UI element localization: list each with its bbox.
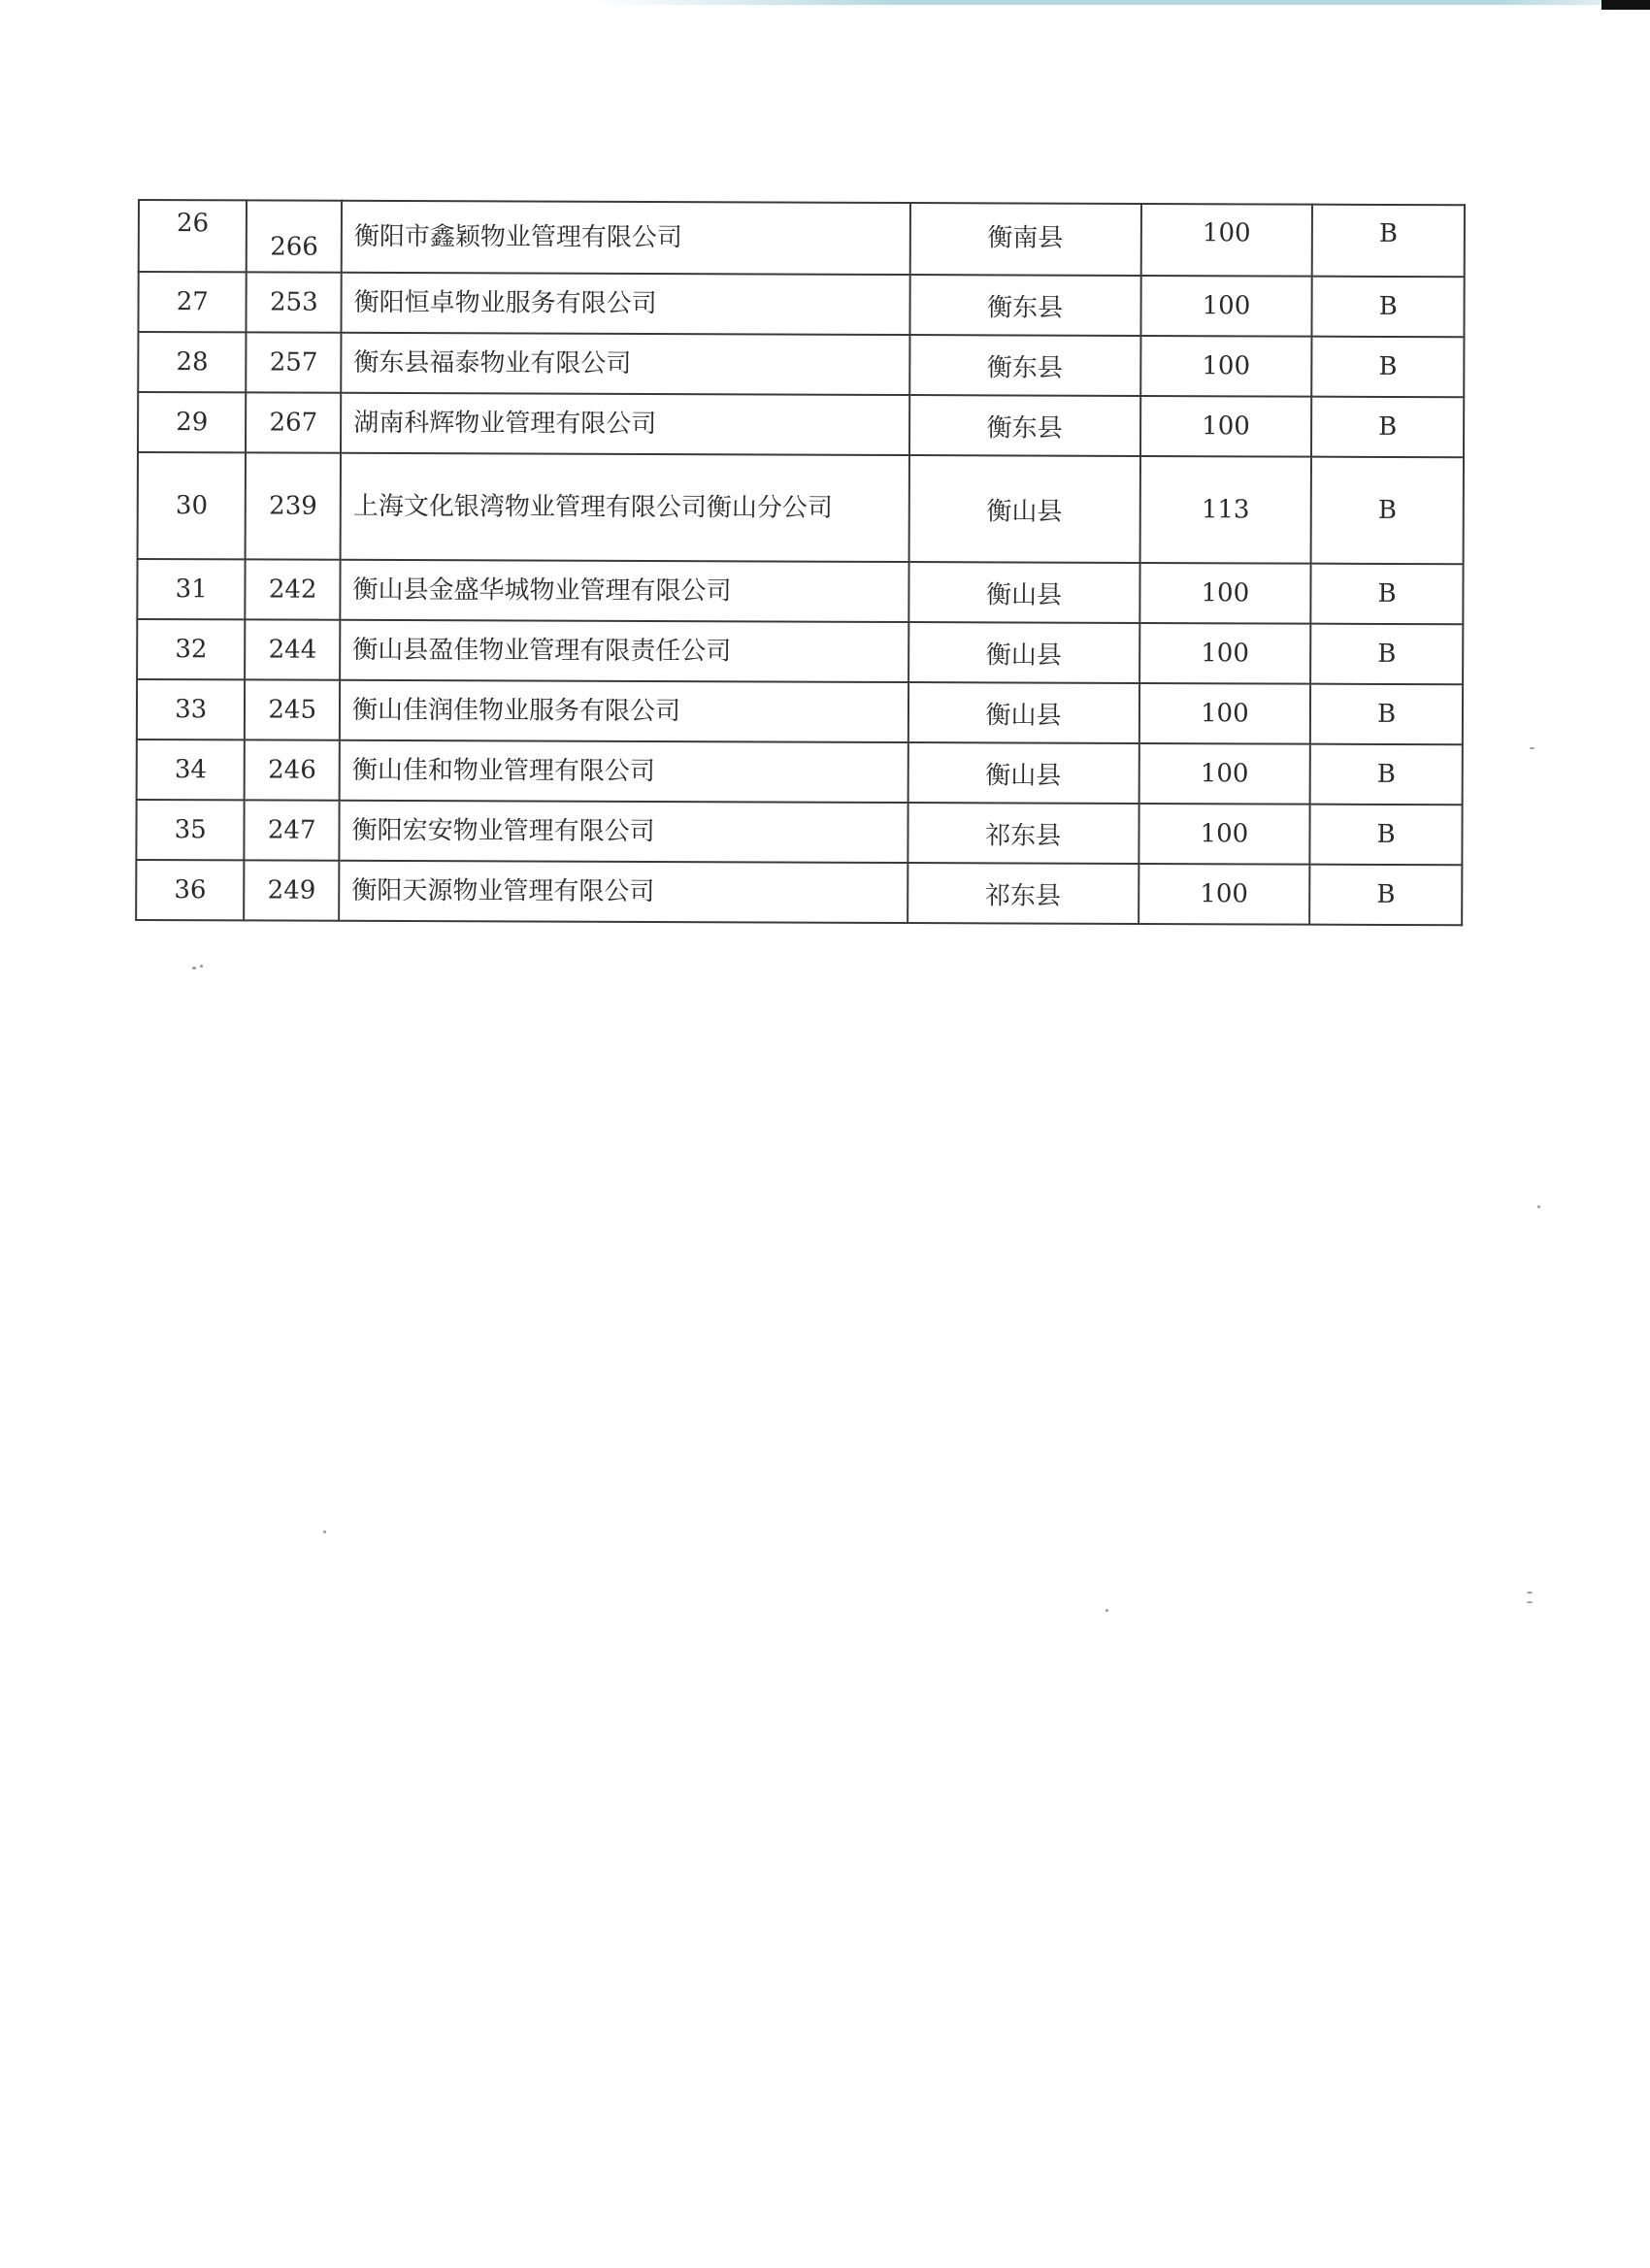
county: 衡山县: [908, 562, 1139, 623]
row-index: 30: [138, 452, 247, 559]
score: 100: [1139, 563, 1311, 624]
company-name: 衡山佳润佳物业服务有限公司: [340, 680, 908, 742]
grade: B: [1310, 624, 1463, 685]
company-name: 衡山县金盛华城物业管理有限公司: [340, 560, 908, 622]
county: 衡东县: [909, 335, 1140, 396]
table-row: [138, 452, 1464, 564]
county: 衡南县: [909, 203, 1140, 276]
grade: B: [1310, 805, 1463, 866]
grade: B: [1311, 564, 1464, 625]
row-index: 34: [137, 740, 246, 800]
county: 祁东县: [908, 863, 1138, 924]
grade: B: [1312, 205, 1465, 278]
row-index: 29: [138, 392, 247, 452]
row-code: 266: [247, 200, 342, 272]
scan-speck: [1106, 1609, 1108, 1612]
grade: B: [1310, 744, 1463, 805]
row-index: 31: [137, 559, 246, 619]
table-row: [137, 559, 1463, 624]
table-row: [136, 860, 1462, 925]
table-row: [136, 800, 1462, 865]
score: 100: [1140, 276, 1312, 337]
scan-speck: [192, 967, 196, 970]
table-row: [137, 740, 1463, 805]
score: 100: [1140, 204, 1312, 277]
row-code: 253: [247, 272, 342, 332]
row-code: 249: [245, 860, 340, 920]
grade: B: [1312, 277, 1465, 338]
grade: B: [1311, 457, 1464, 565]
table-row: [139, 200, 1465, 277]
scan-corner-artifact: [1601, 0, 1650, 10]
county: 衡东县: [909, 275, 1140, 336]
company-name: 衡阳宏安物业管理有限公司: [339, 801, 908, 863]
company-name: 衡阳天源物业管理有限公司: [339, 861, 908, 923]
table-row: [138, 272, 1464, 337]
grade: B: [1310, 684, 1463, 745]
row-index: 27: [138, 272, 247, 332]
property-company-table: [135, 199, 1466, 926]
row-code: 242: [246, 559, 341, 619]
row-code: 239: [246, 452, 341, 559]
company-name: 衡山县盈佳物业管理有限责任公司: [340, 620, 908, 682]
row-index: 33: [137, 679, 246, 740]
scan-edge-artifact: [592, 0, 1601, 5]
scan-speck: [1537, 1205, 1540, 1208]
score: 100: [1138, 743, 1310, 805]
score: 100: [1138, 864, 1310, 925]
scan-speck: [1530, 747, 1534, 749]
scan-speck: [1527, 1592, 1533, 1594]
grade: B: [1311, 397, 1464, 458]
county: 衡山县: [908, 742, 1138, 804]
row-code: 267: [246, 392, 341, 452]
county: 祁东县: [908, 803, 1138, 864]
score: 100: [1138, 683, 1310, 744]
row-index: 32: [137, 619, 246, 679]
score: 100: [1139, 623, 1311, 684]
company-name: 衡东县福泰物业有限公司: [341, 333, 909, 395]
score: 100: [1140, 396, 1312, 457]
table-row: [137, 619, 1463, 684]
row-code: 246: [245, 740, 340, 800]
row-index: 28: [138, 332, 247, 392]
company-name: 湖南科辉物业管理有限公司: [341, 393, 909, 455]
score: 100: [1138, 804, 1310, 865]
scan-speck: [200, 965, 203, 968]
company-name: 衡阳恒卓物业服务有限公司: [342, 273, 910, 335]
row-code: 257: [247, 332, 342, 392]
grade: B: [1312, 337, 1465, 398]
scan-speck: [323, 1530, 326, 1533]
table-row: [137, 679, 1463, 744]
row-index: 26: [139, 200, 248, 272]
company-name: 衡阳市鑫颖物业管理有限公司: [342, 201, 910, 275]
score: 113: [1139, 456, 1311, 564]
county: 衡山县: [908, 622, 1139, 683]
county: 衡东县: [909, 395, 1140, 456]
table-row: [138, 392, 1464, 457]
score: 100: [1140, 336, 1312, 397]
row-code: 247: [245, 800, 340, 860]
company-name: 上海文化银湾物业管理有限公司衡山分公司: [341, 453, 909, 562]
table-row: [138, 332, 1464, 397]
row-index: 35: [136, 800, 245, 860]
grade: B: [1309, 865, 1462, 926]
county: 衡山县: [908, 455, 1139, 563]
row-index: 36: [136, 860, 245, 920]
row-code: 244: [245, 619, 340, 679]
row-code: 245: [245, 679, 340, 740]
county: 衡山县: [908, 682, 1139, 743]
scan-speck: [1527, 1601, 1533, 1603]
company-name: 衡山佳和物业管理有限公司: [340, 740, 908, 803]
